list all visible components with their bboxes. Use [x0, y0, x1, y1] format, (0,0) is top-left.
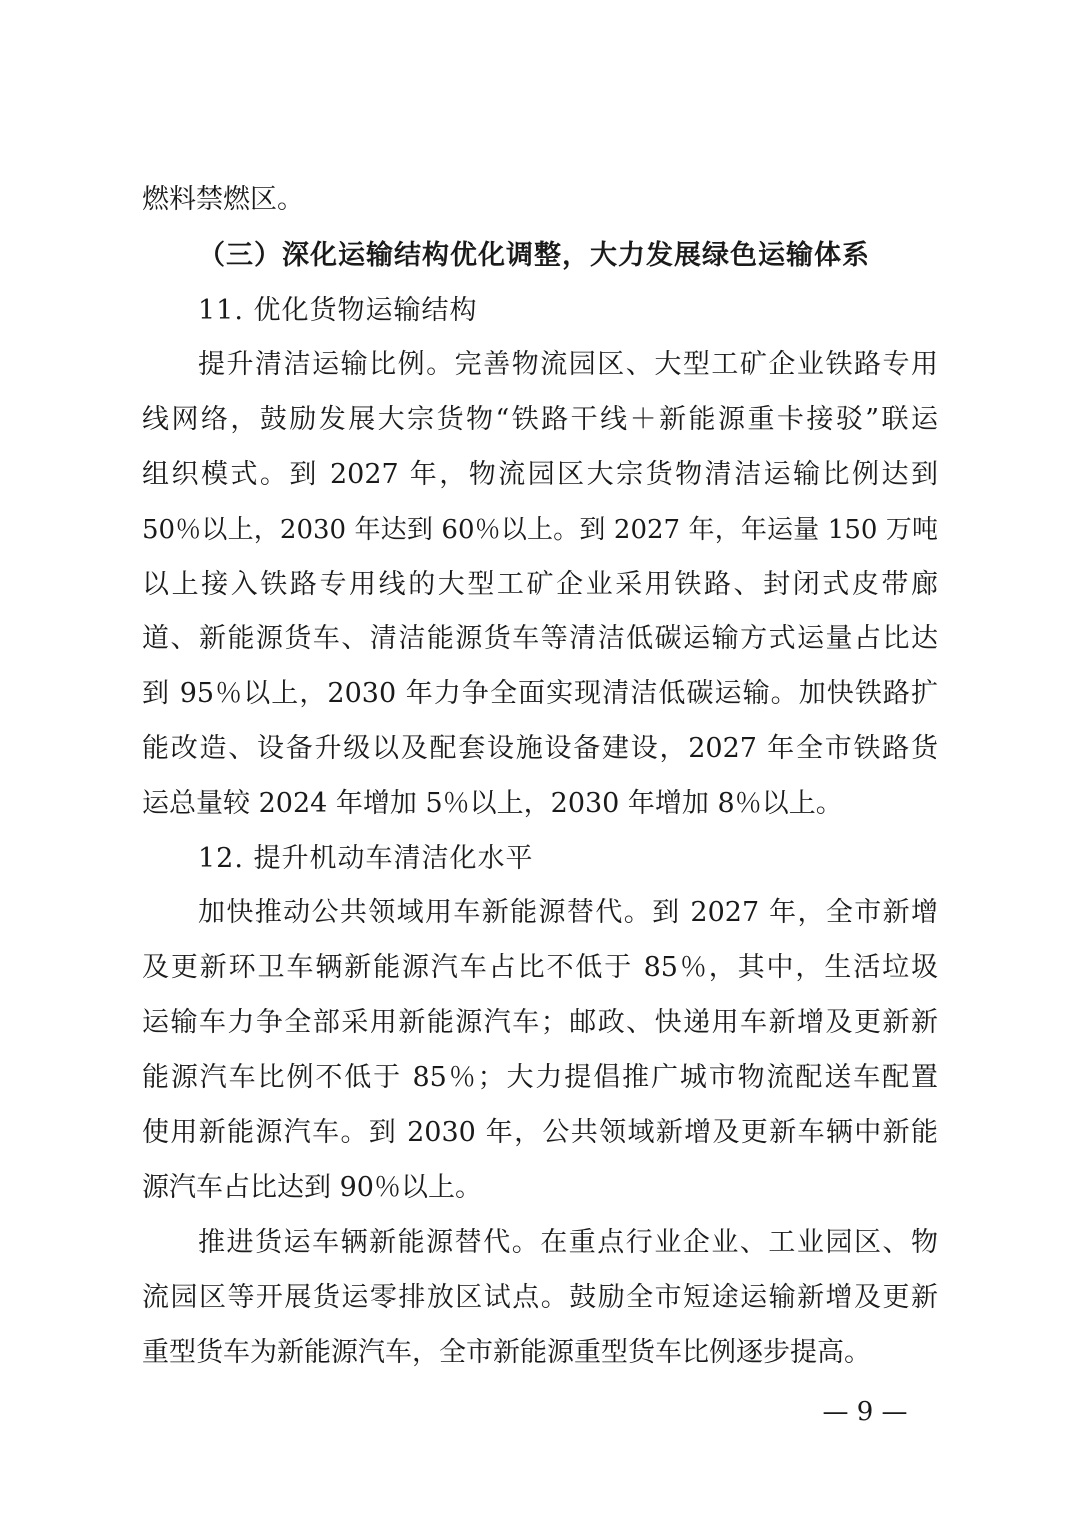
paragraph-line: 源汽车占比达到 90％以上。	[142, 1172, 482, 1203]
section-heading: （三）深化运输结构优化调整，大力发展绿色运输体系	[198, 240, 870, 271]
paragraph-line: 到 95％以上，2030 年力争全面实现清洁低碳运输。加快铁路扩	[142, 678, 938, 709]
paragraph-line: 及更新环卫车辆新能源汽车占比不低于 85％，其中，生活垃圾	[142, 952, 938, 983]
paragraph-line: 线网络，鼓励发展大宗货物“铁路干线＋新能源重卡接驳”联运	[142, 404, 938, 435]
paragraph-line: 流园区等开展货运零排放区试点。鼓励全市短途运输新增及更新	[142, 1282, 938, 1313]
paragraph-line: 运总量较 2024 年增加 5％以上，2030 年增加 8％以上。	[142, 788, 843, 819]
paragraph-line: 推进货运车辆新能源替代。在重点行业企业、工业园区、物	[198, 1227, 938, 1258]
paragraph-line: 50％以上，2030 年达到 60％以上。到 2027 年，年运量 150 万吨	[142, 515, 938, 545]
paragraph-line: 运输车力争全部采用新能源汽车；邮政、快递用车新增及更新新	[142, 1007, 938, 1038]
paragraph-line: 加快推动公共领域用车新能源替代。到 2027 年，全市新增	[198, 897, 938, 928]
paragraph-line: 道、新能源货车、清洁能源货车等清洁低碳运输方式运量占比达	[142, 623, 938, 654]
page-number: — 9 —	[822, 1397, 908, 1427]
subsection-heading: 11. 优化货物运输结构	[198, 295, 478, 326]
subsection-heading: 12. 提升机动车清洁化水平	[198, 843, 534, 874]
paragraph-line: 以上接入铁路专用线的大型工矿企业采用铁路、封闭式皮带廊	[142, 569, 938, 600]
paragraph-line: 燃料禁燃区。	[142, 184, 304, 215]
paragraph-line: 能源汽车比例不低于 85％；大力提倡推广城市物流配送车配置	[142, 1062, 938, 1093]
paragraph-line: 提升清洁运输比例。完善物流园区、大型工矿企业铁路专用	[198, 349, 938, 380]
paragraph-line: 能改造、设备升级以及配套设施设备建设，2027 年全市铁路货	[142, 733, 938, 764]
paragraph-line: 重型货车为新能源汽车，全市新能源重型货车比例逐步提高。	[142, 1337, 871, 1368]
paragraph-line: 组织模式。到 2027 年，物流园区大宗货物清洁运输比例达到	[142, 459, 938, 490]
paragraph-line: 使用新能源汽车。到 2030 年，公共领域新增及更新车辆中新能	[142, 1117, 938, 1148]
